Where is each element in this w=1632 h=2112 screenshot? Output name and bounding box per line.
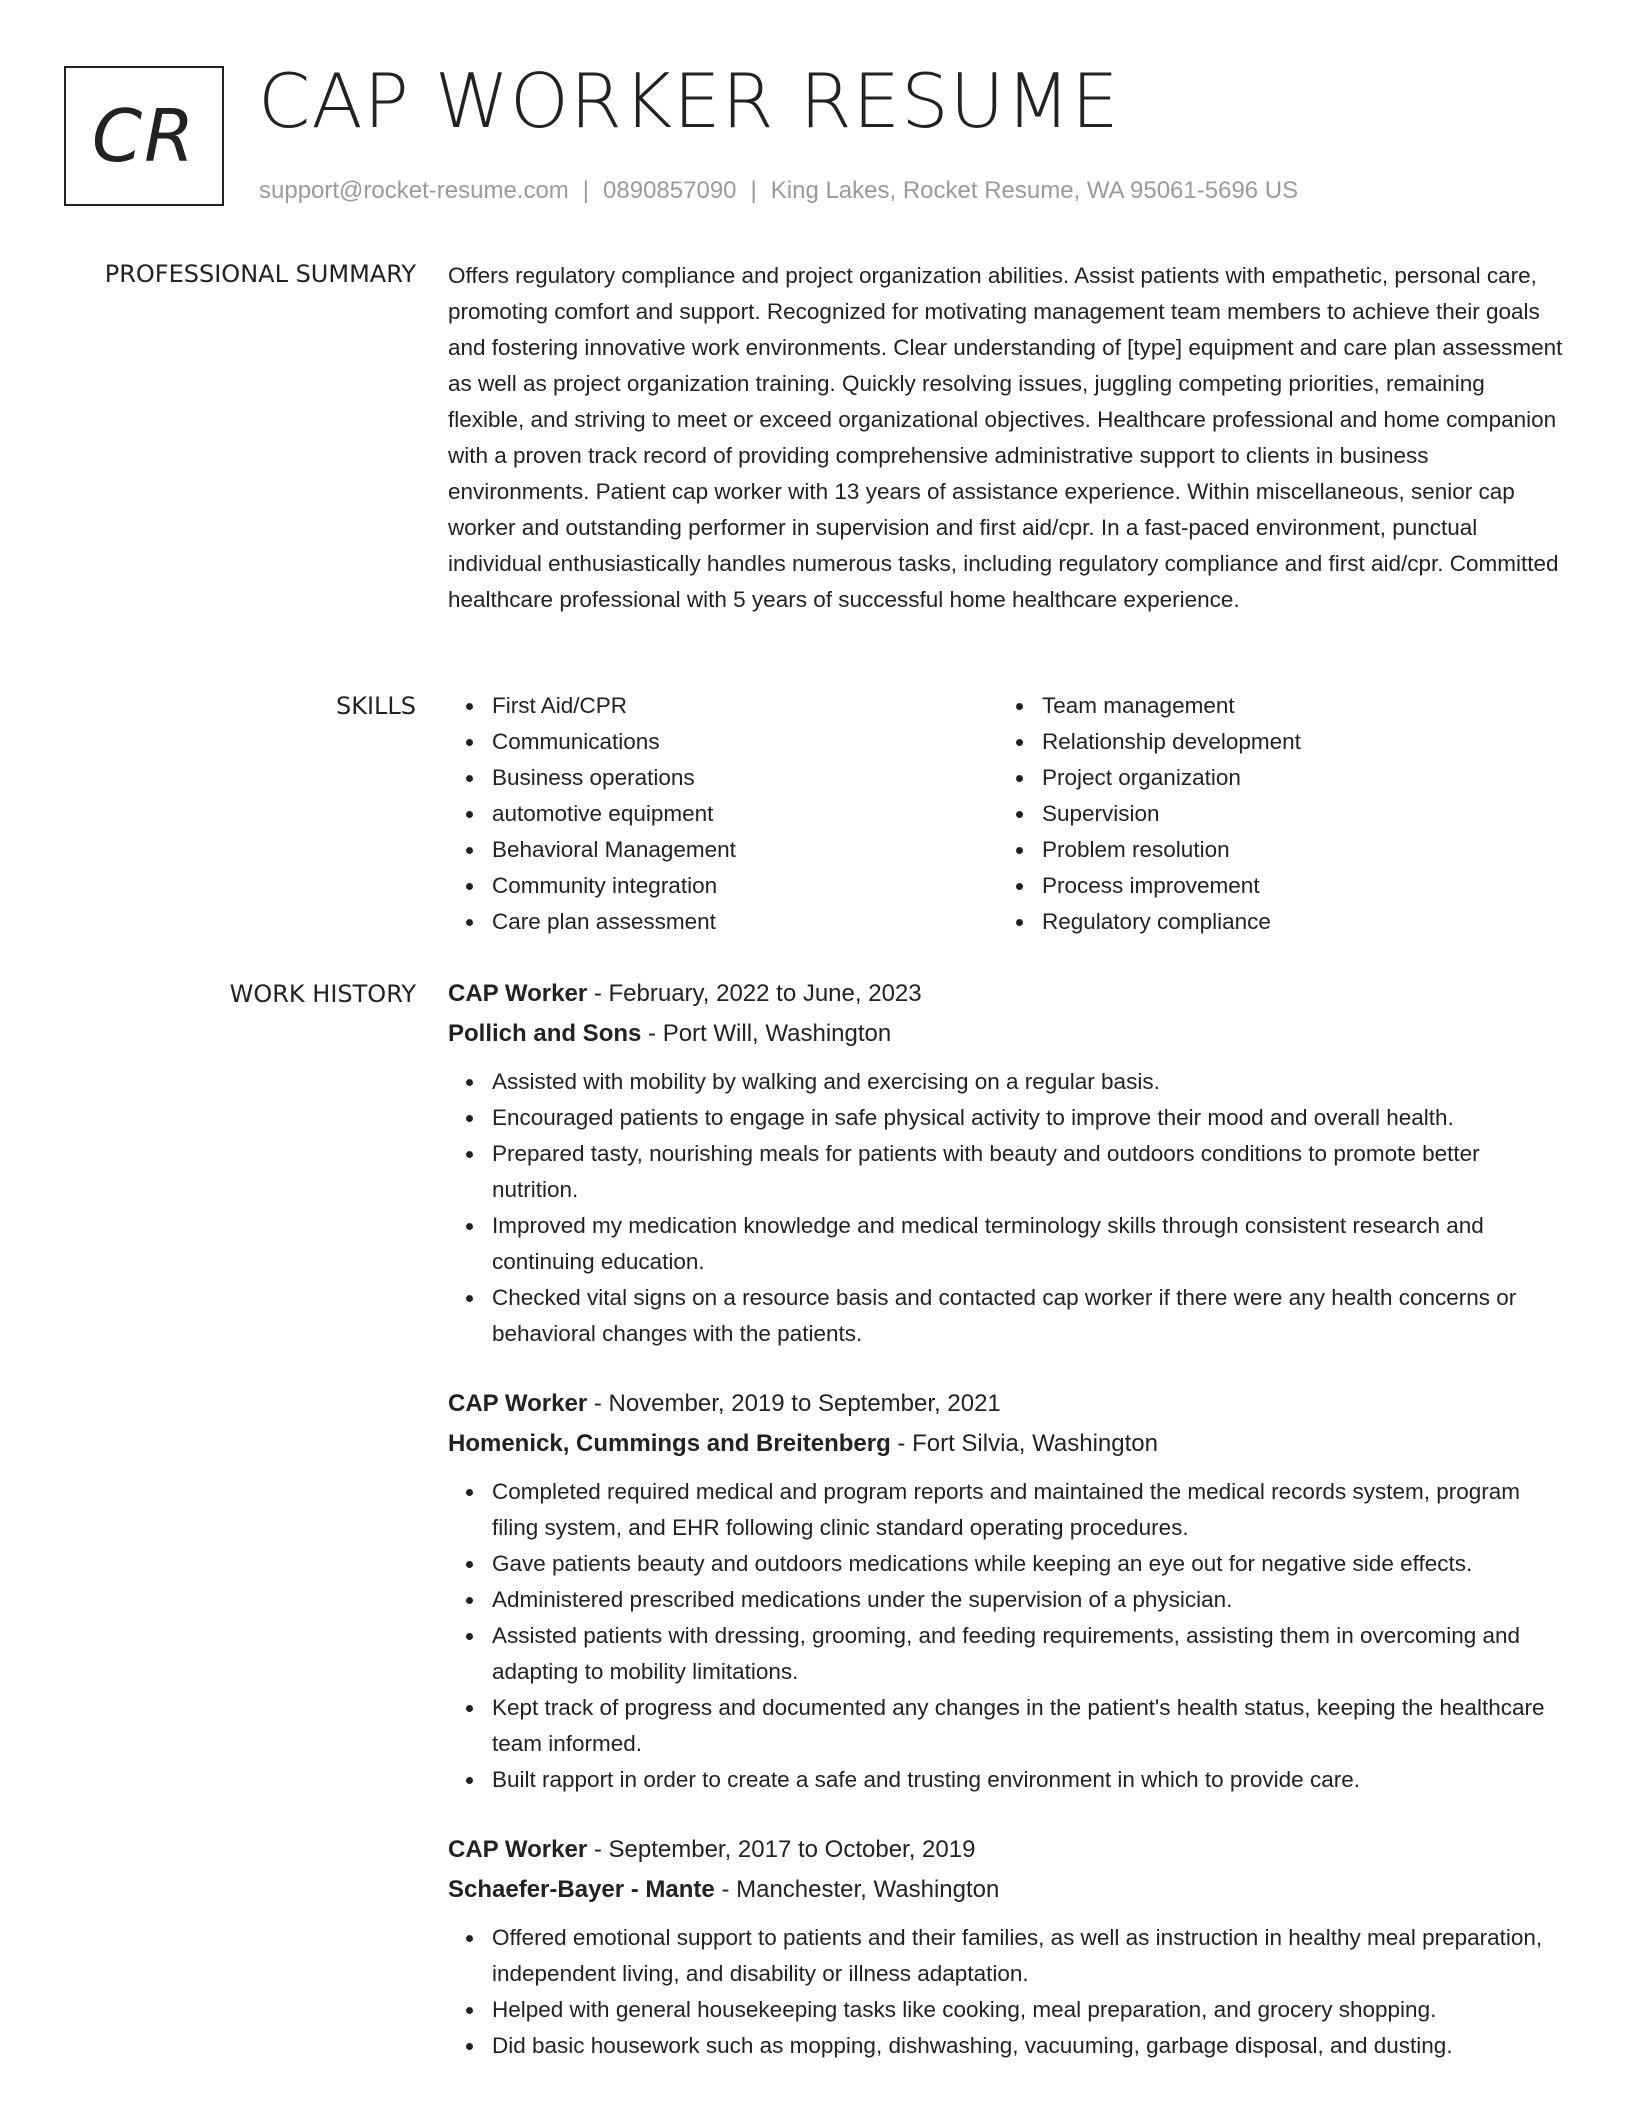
job-location: - Manchester, Washington xyxy=(721,1876,1000,1903)
skill-item: Business operations xyxy=(492,760,998,796)
job-duty: Kept track of progress and documented any changes in the patient's health status, keeping the healthcare team informed. xyxy=(492,1690,1564,1762)
contact-address: King Lakes, Rocket Resume, WA 95061-5696 US xyxy=(770,177,1299,204)
contact-separator: | xyxy=(750,177,757,204)
job-duty: Completed required medical and program reports and maintained the medical records system, program filing system, and EHR following clinic standard operating procedures. xyxy=(492,1474,1564,1546)
job-duty: Improved my medication knowledge and medical terminology skills through consistent research and continuing education. xyxy=(492,1208,1564,1280)
skills-column-right xyxy=(998,688,1548,940)
job-duty: Offered emotional support to patients and their families, as well as instruction in healthy meal preparation, independent living, and disability or illness adaptation. xyxy=(492,1920,1564,1992)
job-dates: - November, 2019 to September, 2021 xyxy=(593,1390,1001,1417)
skill-item: Problem resolution xyxy=(1042,832,1548,868)
summary-heading: PROFESSIONAL SUMMARY xyxy=(104,260,416,288)
skill-item: Relationship development xyxy=(1042,724,1548,760)
job-entry xyxy=(448,1384,1564,1798)
skills-list-left xyxy=(448,688,998,940)
skill-item: Behavioral Management xyxy=(492,832,998,868)
monogram-initials: CR xyxy=(91,94,197,178)
job-company-line xyxy=(448,1424,1564,1464)
job-duties-list xyxy=(448,1920,1564,2064)
job-duty: Prepared tasty, nourishing meals for patients with beauty and outdoors conditions to promote better nutrition. xyxy=(492,1136,1564,1208)
work-history-body xyxy=(448,974,1564,2096)
job-duty: Checked vital signs on a resource basis and contacted cap worker if there were any health concerns or behavioral changes with the patients. xyxy=(492,1280,1564,1352)
resume-title: CAP WORKER RESUME xyxy=(258,57,1120,145)
summary-body xyxy=(448,258,1564,618)
skill-item: Care plan assessment xyxy=(492,904,998,940)
job-title-line xyxy=(448,1384,1564,1424)
skill-item: Team management xyxy=(1042,688,1548,724)
job-title: CAP Worker xyxy=(448,1836,588,1863)
skills-body xyxy=(448,688,1564,940)
skill-item: Project organization xyxy=(1042,760,1548,796)
job-dates: - September, 2017 to October, 2019 xyxy=(593,1836,976,1863)
monogram-box xyxy=(64,66,224,206)
job-duty: Assisted with mobility by walking and exercising on a regular basis. xyxy=(492,1064,1564,1100)
job-duties-list xyxy=(448,1064,1564,1352)
job-title-line xyxy=(448,1830,1564,1870)
job-company: Pollich and Sons xyxy=(448,1020,642,1047)
skills-heading: SKILLS xyxy=(335,692,416,720)
job-company-line xyxy=(448,1014,1564,1054)
job-entry xyxy=(448,1830,1564,2064)
job-company: Homenick, Cummings and Breitenberg xyxy=(448,1430,891,1457)
contact-line xyxy=(259,174,1298,208)
contact-separator: | xyxy=(582,177,590,204)
job-duty: Assisted patients with dressing, grooming, and feeding requirements, assisting them in overcoming and adapting to mobility limitations. xyxy=(492,1618,1564,1690)
job-title-line xyxy=(448,974,1564,1014)
skill-item: First Aid/CPR xyxy=(492,688,998,724)
skill-item: Process improvement xyxy=(1042,868,1548,904)
work-history-heading: WORK HISTORY xyxy=(229,980,416,1008)
job-company: Schaefer-Bayer - Mante xyxy=(448,1876,715,1903)
job-duty: Helped with general housekeeping tasks like cooking, meal preparation, and grocery shopping. xyxy=(492,1992,1564,2028)
contact-email[interactable]: support@rocket-resume.com xyxy=(259,177,569,204)
job-title: CAP Worker xyxy=(448,980,588,1007)
skill-item: Regulatory compliance xyxy=(1042,904,1548,940)
job-duty: Encouraged patients to engage in safe physical activity to improve their mood and overall health. xyxy=(492,1100,1564,1136)
skill-item: automotive equipment xyxy=(492,796,998,832)
skills-list-right xyxy=(998,688,1548,940)
skill-item: Communications xyxy=(492,724,998,760)
job-location: - Port Will, Washington xyxy=(648,1020,892,1047)
job-duty: Built rapport in order to create a safe and trusting environment in which to provide care. xyxy=(492,1762,1564,1798)
job-duties-list xyxy=(448,1474,1564,1798)
skills-column-left xyxy=(448,688,998,940)
job-duty: Administered prescribed medications under the supervision of a physician. xyxy=(492,1582,1564,1618)
job-company-line xyxy=(448,1870,1564,1910)
summary-text: Offers regulatory compliance and project organization abilities. Assist patients with empathetic, personal care, promoting comfort and support. Recognized for motivating management team members to achieve their goals and fostering innovative work environments. Clear understanding of [type] equipment and care plan assessment as well as project organization training. Quickly resolving issues, juggling competing priorities, remaining flexible, and striving to meet or exceed organizational objectives. Healthcare professional and home companion with a proven track record of providing comprehensive administrative support to clients in business environments. Patient cap worker with 13 years of assistance experience. Within miscellaneous, senior cap worker and outstanding performer in supervision and first aid/cpr. In a fast-paced environment, punctual individual enthusiastically handles numerous tasks, including regulatory compliance and first aid/cpr. Committed healthcare professional with 5 years of successful home healthcare experience. xyxy=(448,263,1563,612)
job-duty: Gave patients beauty and outdoors medications while keeping an eye out for negative side effects. xyxy=(492,1546,1564,1582)
skill-item: Supervision xyxy=(1042,796,1548,832)
skill-item: Community integration xyxy=(492,868,998,904)
job-title: CAP Worker xyxy=(448,1390,588,1417)
contact-phone[interactable]: 0890857090 xyxy=(603,177,737,204)
job-location: - Fort Silvia, Washington xyxy=(897,1430,1158,1457)
skills-columns xyxy=(448,688,1564,940)
job-dates: - February, 2022 to June, 2023 xyxy=(593,980,922,1007)
job-duty: Did basic housework such as mopping, dishwashing, vacuuming, garbage disposal, and dusting. xyxy=(492,2028,1564,2064)
job-entry xyxy=(448,974,1564,1352)
